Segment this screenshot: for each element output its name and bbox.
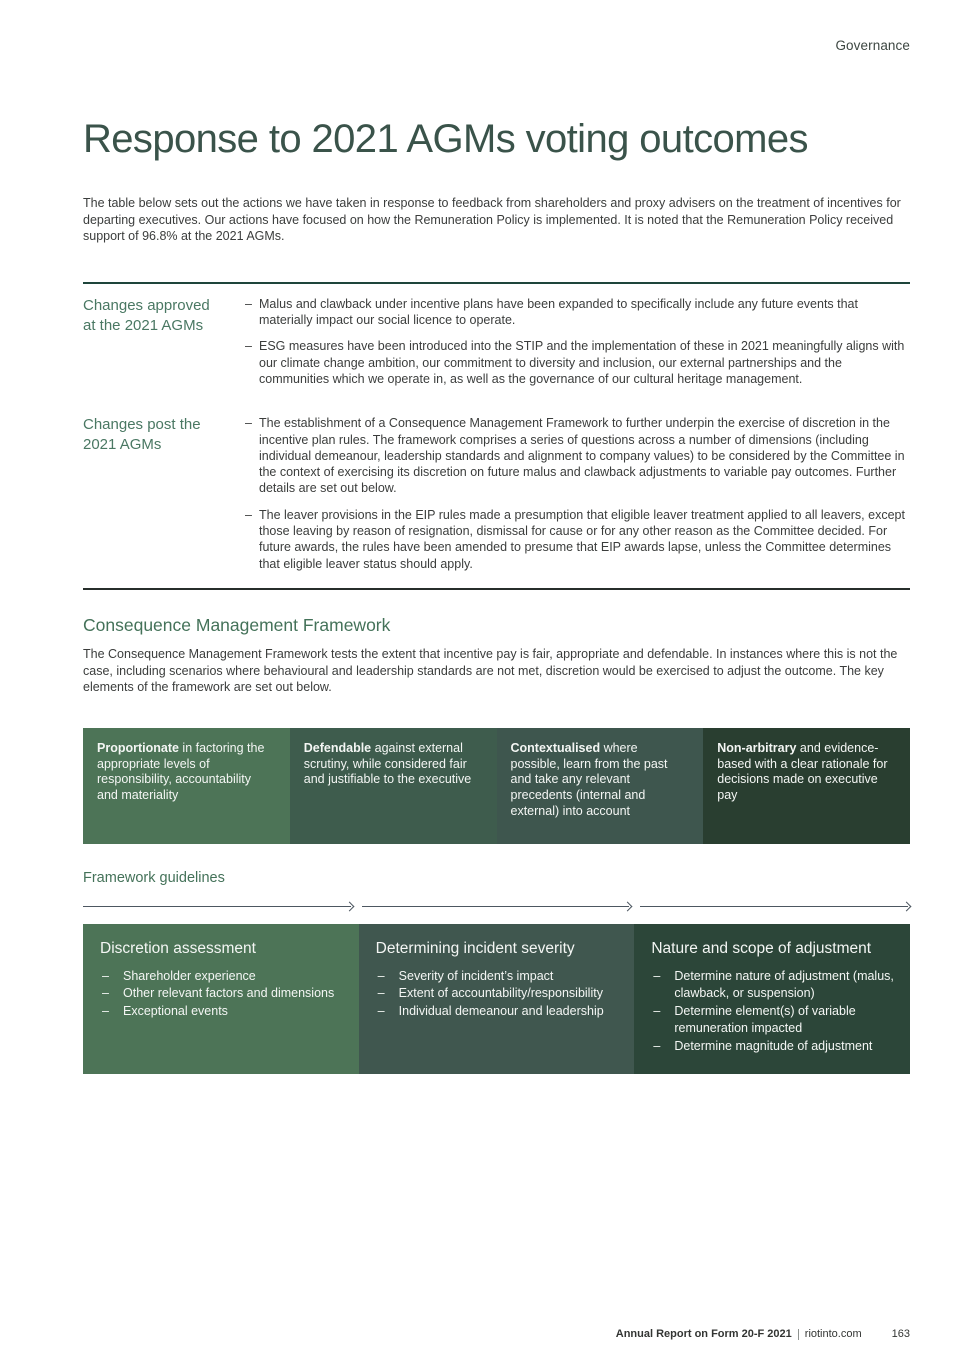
principle-text: against external scrutiny, while considered fair and justifiable to the executive	[303, 740, 472, 787]
principle-card-defendable	[290, 728, 497, 844]
row-header: Changes post the 2021 AGMs	[83, 416, 201, 454]
step-bullets	[100, 968, 343, 1021]
page-title: Response to 2021 AGMs voting outcomes	[83, 117, 808, 161]
principle-lead: Non-arbitrary	[717, 740, 797, 755]
changes-table	[83, 282, 910, 590]
page-footer	[616, 1328, 910, 1340]
principle-text: where possible, learn from the past and take any relevant precedents (internal and external) into account	[510, 740, 668, 818]
bullet-item: – Determine element(s) of variable remuneration impacted	[651, 1003, 894, 1038]
step-title: Discretion assessment	[100, 939, 256, 957]
process-arrows	[83, 903, 910, 910]
bullet-item: – The leaver provisions in the EIP rules made a presumption that eligible leaver treatment applied to all leavers, except those leaving by reason of resignation, dismissal for cause or for any other reason as the Committee decided. For future awards, the rules have been amended to presume that EIP awards lapse, unless the Committee determines that eligible leaver status should apply.	[245, 507, 910, 572]
framework-section-description: The Consequence Management Framework tests the extent that incentive pay is fair, appropriate and defendable. In instances where this is not the case, including scenarios where behavioural and leadership standards are not met, discretion would be exercised to adjust the outcome. The key elements of the framework are set out below.	[83, 646, 898, 695]
principle-card-contextualised	[497, 728, 704, 844]
step-card-incident-severity	[359, 924, 635, 1074]
step-title: Determining incident severity	[375, 939, 575, 957]
bullet-item: – ESG measures have been introduced into the STIP and the implementation of these in 2021 meaningfully aligns with our climate change ambition, our commitment to diversity and inclusion, our external partnerships and the communities which we operate in, as well as the governance of our cultural heritage management.	[245, 338, 910, 387]
footer-report-title: Annual Report on Form 20-F 2021	[615, 1328, 792, 1340]
intro-paragraph: The table below sets out the actions we have taken in response to feedback from shareholders and proxy advisers on the treatment of incentives for departing executives. Our actions have focused on how the Remuneration Policy is implemented. It is noted that the Remuneration Policy received support of 96.8% at the 2021 AGMs.	[83, 196, 901, 244]
step-bullets	[651, 968, 894, 1056]
step-title: Nature and scope of adjustment	[651, 939, 872, 957]
footer-site-url: riotinto.com	[804, 1328, 862, 1340]
step-card-discretion-assessment	[83, 924, 359, 1074]
principle-card-non-arbitrary	[703, 728, 910, 844]
arrow-right-icon	[83, 903, 353, 910]
section-label: Governance	[835, 38, 910, 53]
row-header: Changes approved at the 2021 AGMs	[83, 296, 210, 334]
step-card-scope-of-adjustment	[634, 924, 910, 1074]
bullet-item: – Individual demeanour and leadership	[376, 1003, 619, 1021]
principle-lead: Proportionate	[97, 740, 179, 755]
bullet-item: – Malus and clawback under incentive plans have been expanded to specifically include any future events that materially impact our social licence to operate.	[245, 296, 910, 329]
bullet-item: – Other relevant factors and dimensions	[100, 985, 343, 1003]
arrow-right-icon	[640, 903, 910, 910]
principle-lead: Defendable	[303, 740, 372, 755]
table-row	[83, 403, 910, 588]
principle-lead: Contextualised	[510, 740, 601, 755]
footer-separator	[798, 1329, 799, 1340]
bullet-item: – Exceptional events	[100, 1003, 343, 1021]
principle-card-proportionate	[83, 728, 290, 844]
bullet-item: – Severity of incident’s impact	[376, 968, 619, 986]
guidelines-heading: Framework guidelines	[83, 869, 225, 886]
step-bullets	[376, 968, 619, 1021]
bullet-item: – Shareholder experience	[100, 968, 343, 986]
row-bullets	[245, 296, 910, 397]
bullet-item: – Determine nature of adjustment (malus, clawback, or suspension)	[651, 968, 894, 1003]
bullet-item: – Determine magnitude of adjustment	[651, 1038, 894, 1056]
row-bullets	[245, 415, 910, 582]
principle-text: and evidence-based with a clear rationale for decisions made on executive pay	[717, 740, 888, 803]
bullet-item: – The establishment of a Consequence Management Framework to further underpin the exercise of discretion in the incentive plan rules. The framework comprises a series of questions across a number of dimensions (including individual demeanour, leadership standards and alignment to company values) to be considered by the Committee in the context of exercising its discretion on future malus and clawback adjustments to variable pay outcomes. Further details are set out below.	[245, 415, 910, 496]
guideline-steps	[83, 924, 910, 1074]
framework-section-heading: Consequence Management Framework	[83, 614, 391, 635]
footer-page-number: 163	[891, 1328, 910, 1340]
framework-principles	[83, 728, 910, 844]
arrow-right-icon	[362, 903, 632, 910]
principle-text: in factoring the appropriate levels of responsibility, accountability and materiality	[97, 740, 265, 803]
table-row	[83, 284, 910, 403]
bullet-item: – Extent of accountability/responsibility	[376, 985, 619, 1003]
